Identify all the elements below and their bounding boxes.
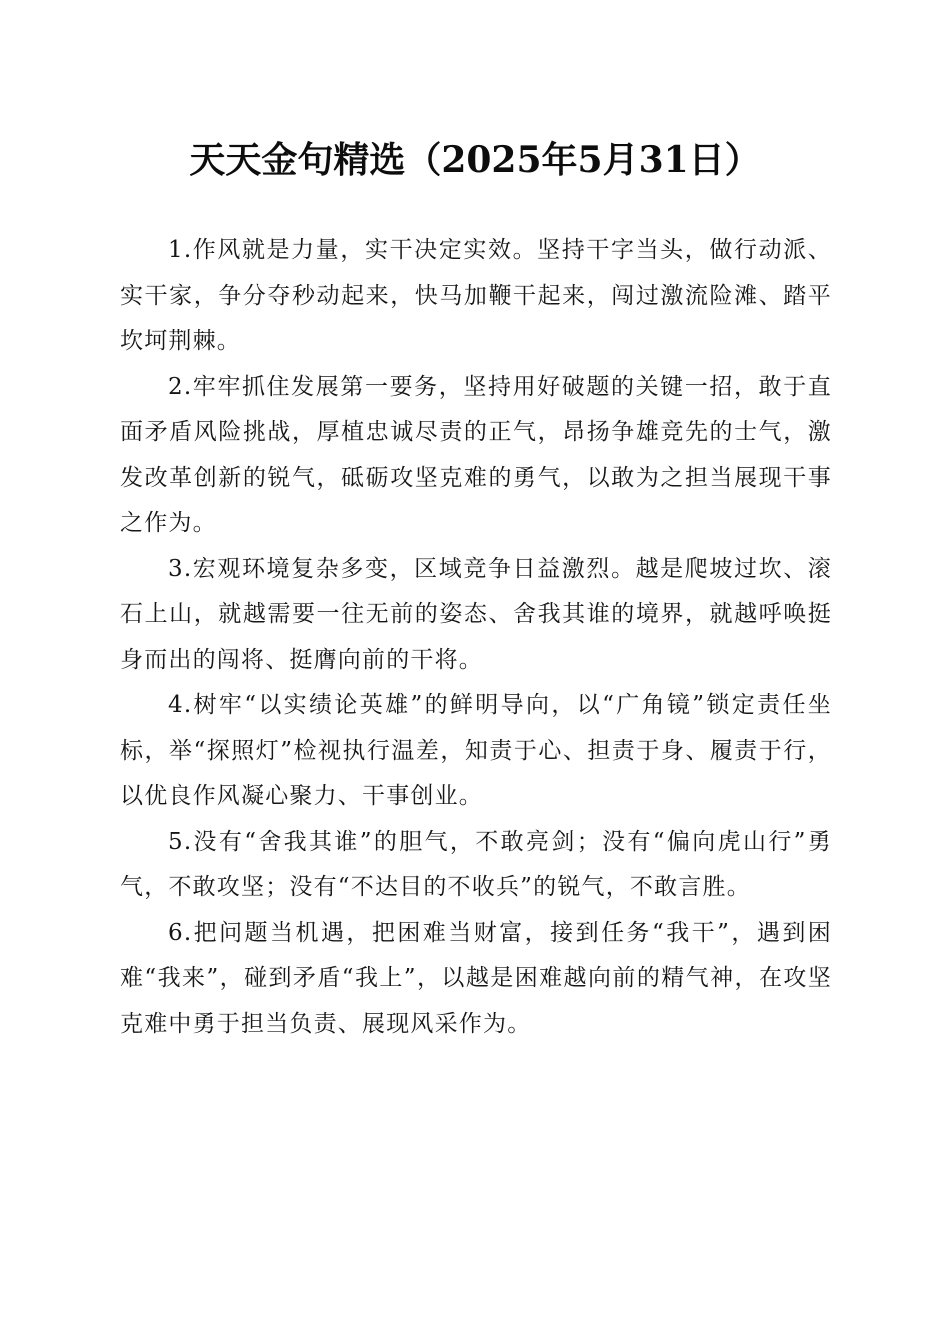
document-body bbox=[120, 228, 832, 1047]
paragraph-4: 4.树牢“以实绩论英雄”的鲜明导向，以“广角镜”锁定责任坐标，举“探照灯”检视执行温差，知责于心、担责于身、履责于行，以优良作风凝心聚力、干事创业。 bbox=[120, 692, 832, 809]
paragraph-1: 1.作风就是力量，实干决定实效。坚持干字当头，做行动派、实干家，争分夺秒动起来，快马加鞭干起来，闯过激流险滩、踏平坎坷荆棘。 bbox=[120, 237, 832, 354]
paragraph-3: 3.宏观环境复杂多变，区域竞争日益激烈。越是爬坡过坎、滚石上山，就越需要一往无前的姿态、舍我其谁的境界，就越呼唤挺身而出的闯将、挺膺向前的干将。 bbox=[120, 555, 832, 673]
page-title: 天天金句精选（2025年5月31日） bbox=[189, 139, 761, 181]
paragraph-2: 2.牢牢抓住发展第一要务，坚持用好破题的关键一招，敢于直面矛盾风险挑战，厚植忠诚尽责的正气，昂扬争雄竞先的士气，激发改革创新的锐气，砥砺攻坚克难的勇气，以敢为之担当展现干事之作为。 bbox=[120, 373, 832, 536]
paragraph-6: 6.把问题当机遇，把困难当财富，接到任务“我干”，遇到困难“我来”，碰到矛盾“我上”，以越是困难越向前的精气神，在攻坚克难中勇于担当负责、展现风采作为。 bbox=[120, 919, 832, 1037]
paragraph-5: 5.没有“舍我其谁”的胆气，不敢亮剑；没有“偏向虎山行”勇气，不敢攻坚；没有“不达目的不收兵”的锐气，不敢言胜。 bbox=[120, 828, 832, 900]
